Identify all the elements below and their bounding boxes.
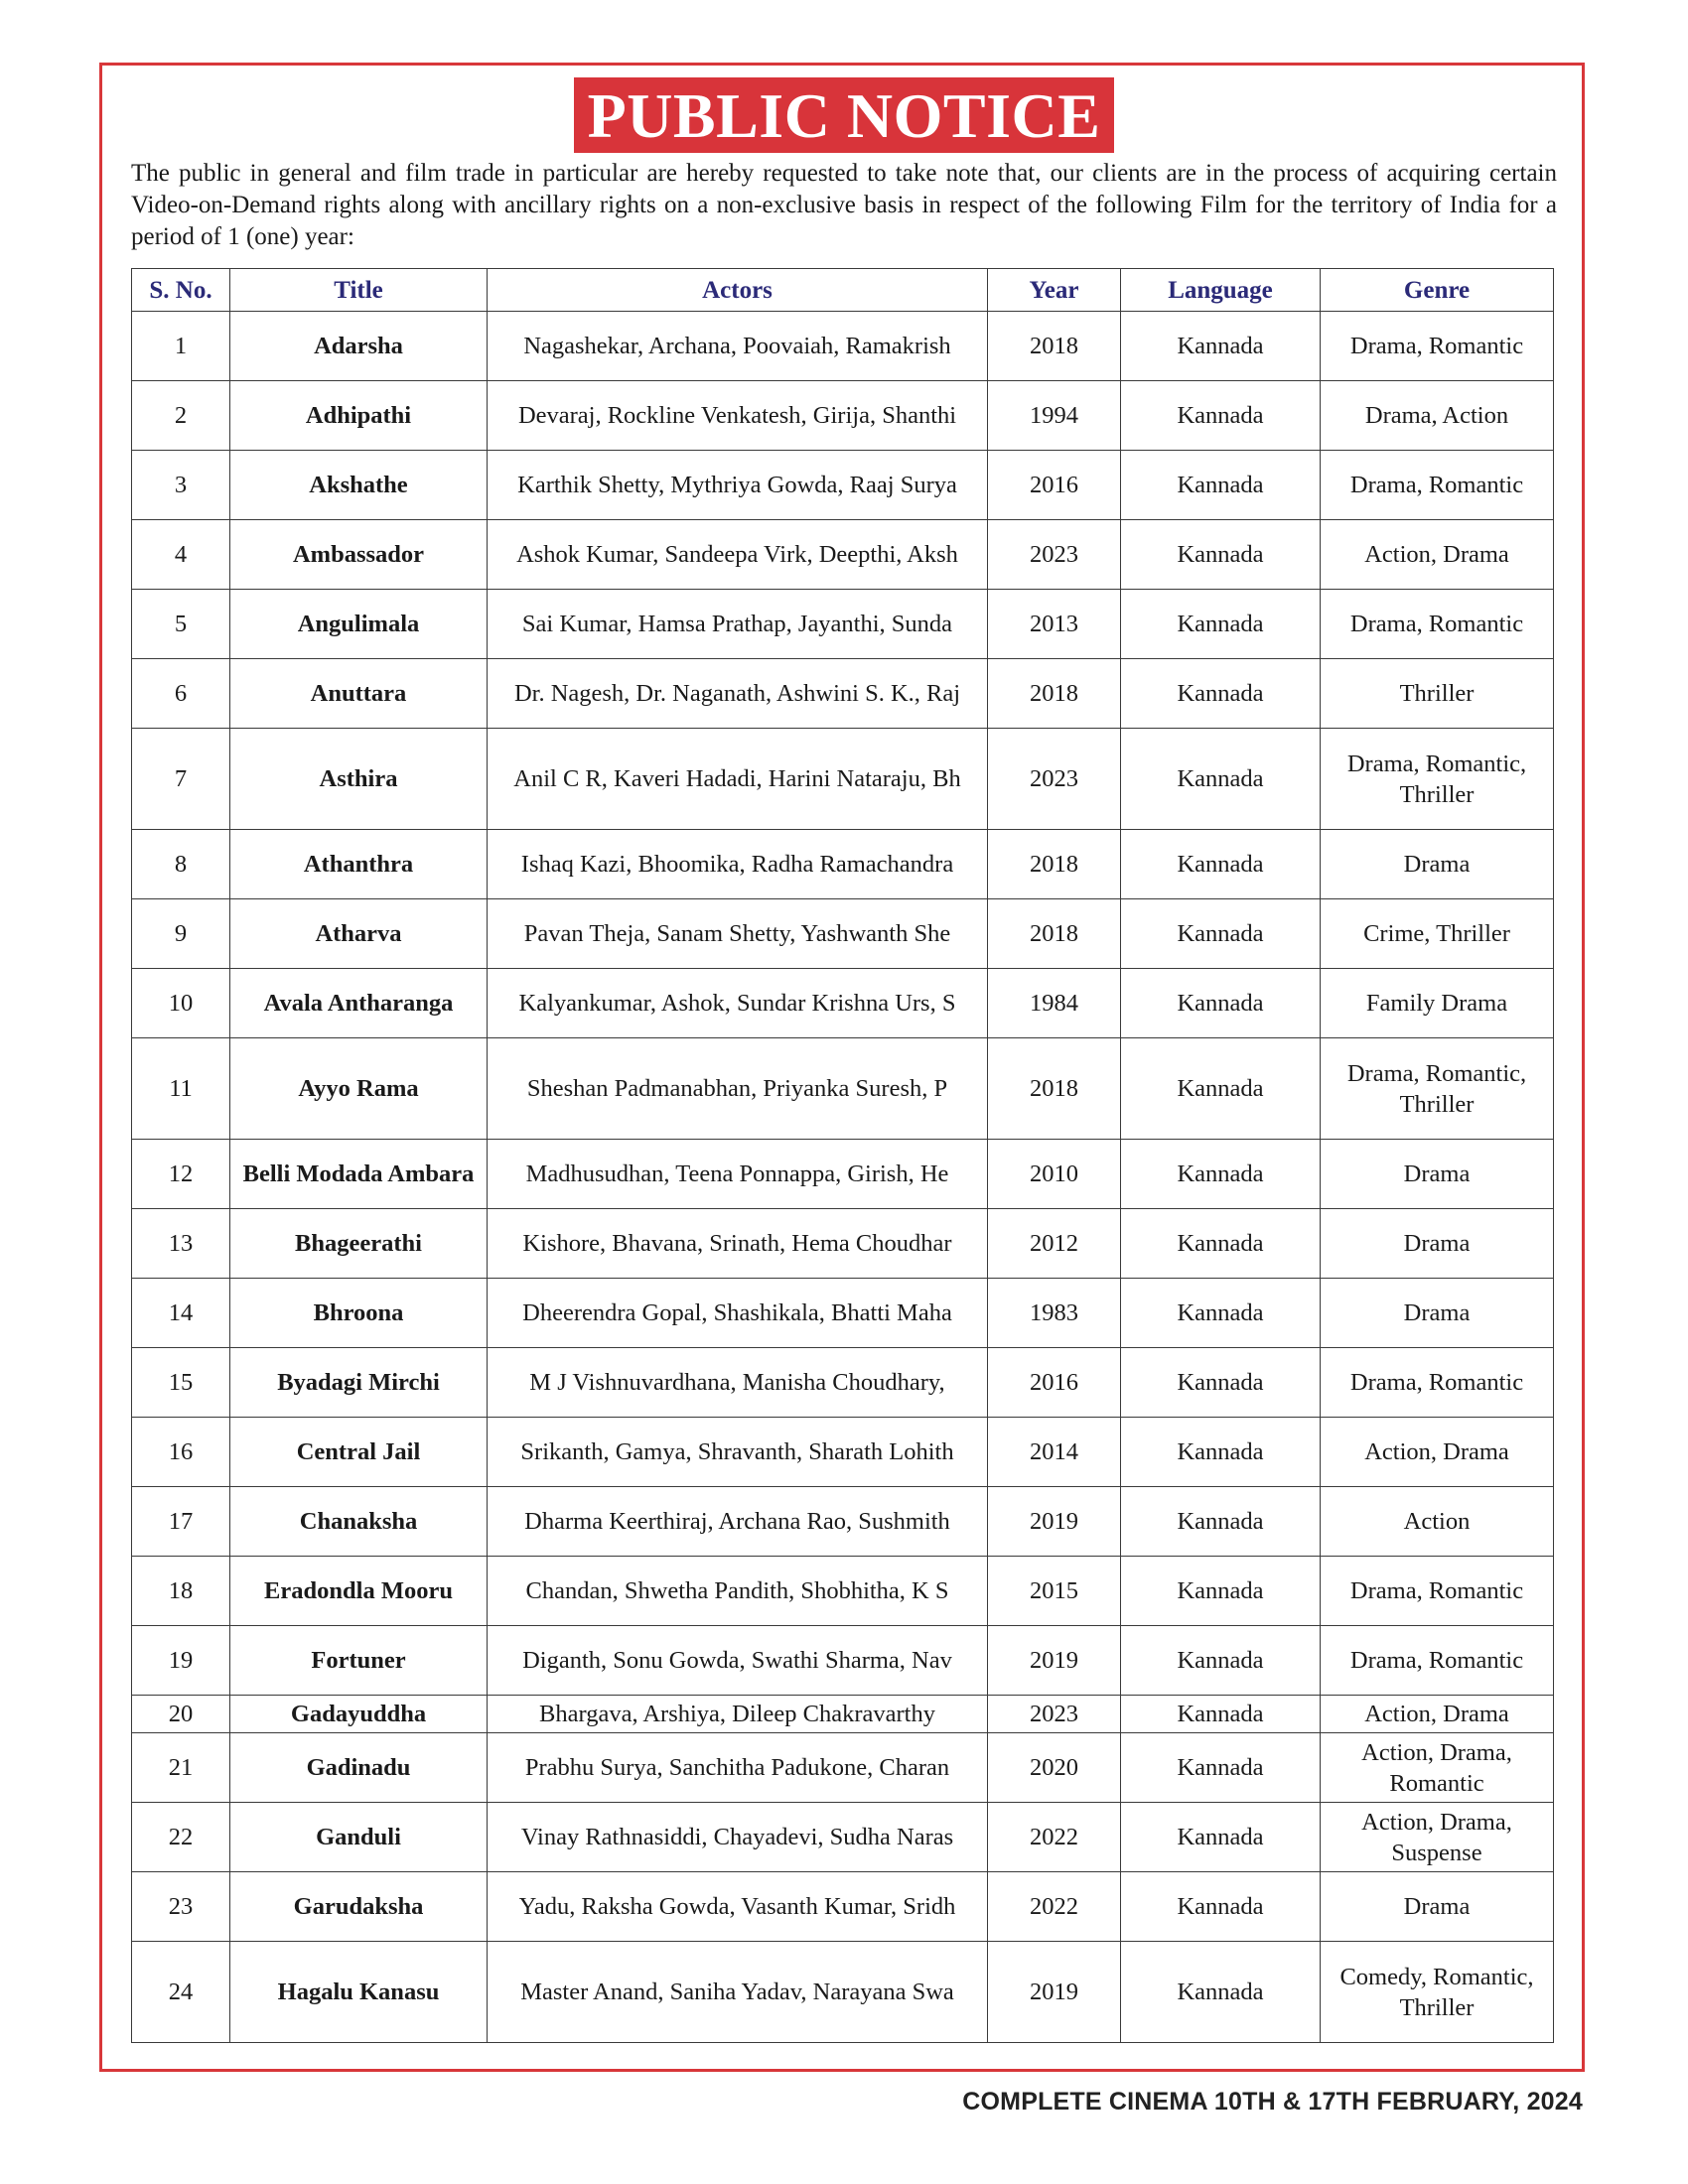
table-row	[132, 1733, 1554, 1803]
cell-title: Hagalu Kanasu	[230, 1942, 488, 2043]
publication-footer: COMPLETE CINEMA 10TH & 17TH FEBRUARY, 2024	[962, 2088, 1583, 2116]
film-table	[131, 268, 1554, 2043]
cell-language: Kannada	[1121, 1696, 1321, 1733]
cell-actors: Sai Kumar, Hamsa Prathap, Jayanthi, Sunda	[488, 590, 988, 659]
cell-sno: 15	[132, 1348, 230, 1418]
cell-sno: 23	[132, 1872, 230, 1942]
cell-title: Bhroona	[230, 1279, 488, 1348]
cell-sno: 4	[132, 520, 230, 590]
cell-actors: Dharma Keerthiraj, Archana Rao, Sushmith	[488, 1487, 988, 1557]
cell-actors: Ashok Kumar, Sandeepa Virk, Deepthi, Aksh	[488, 520, 988, 590]
cell-sno: 21	[132, 1733, 230, 1803]
cell-language: Kannada	[1121, 1140, 1321, 1209]
cell-actors: Diganth, Sonu Gowda, Swathi Sharma, Nav	[488, 1626, 988, 1696]
cell-sno: 17	[132, 1487, 230, 1557]
cell-genre: Drama	[1321, 1279, 1554, 1348]
cell-title: Byadagi Mirchi	[230, 1348, 488, 1418]
cell-genre: Drama	[1321, 830, 1554, 899]
cell-genre: Drama, Romantic	[1321, 590, 1554, 659]
cell-year: 2023	[988, 520, 1121, 590]
cell-title: Anuttara	[230, 659, 488, 729]
cell-title: Ganduli	[230, 1803, 488, 1872]
table-row	[132, 1209, 1554, 1279]
cell-language: Kannada	[1121, 1803, 1321, 1872]
cell-actors: Prabhu Surya, Sanchitha Padukone, Charan	[488, 1733, 988, 1803]
cell-title: Adarsha	[230, 312, 488, 381]
cell-language: Kannada	[1121, 1209, 1321, 1279]
cell-title: Gadinadu	[230, 1733, 488, 1803]
cell-actors: Anil C R, Kaveri Hadadi, Harini Nataraju, Bh	[488, 729, 988, 830]
cell-year: 2023	[988, 1696, 1121, 1733]
cell-sno: 9	[132, 899, 230, 969]
table-row	[132, 1626, 1554, 1696]
cell-title: Ambassador	[230, 520, 488, 590]
cell-sno: 10	[132, 969, 230, 1038]
cell-language: Kannada	[1121, 1279, 1321, 1348]
header-genre: Genre	[1321, 269, 1554, 312]
cell-title: Eradondla Mooru	[230, 1557, 488, 1626]
header-language: Language	[1121, 269, 1321, 312]
cell-actors: M J Vishnuvardhana, Manisha Choudhary,	[488, 1348, 988, 1418]
cell-language: Kannada	[1121, 1418, 1321, 1487]
cell-language: Kannada	[1121, 1038, 1321, 1140]
cell-actors: Sheshan Padmanabhan, Priyanka Suresh, P	[488, 1038, 988, 1140]
table-row	[132, 1696, 1554, 1733]
cell-title: Belli Modada Ambara	[230, 1140, 488, 1209]
cell-actors: Master Anand, Saniha Yadav, Narayana Swa	[488, 1942, 988, 2043]
cell-title: Central Jail	[230, 1418, 488, 1487]
cell-title: Angulimala	[230, 590, 488, 659]
cell-actors: Karthik Shetty, Mythriya Gowda, Raaj Surya	[488, 451, 988, 520]
cell-actors: Yadu, Raksha Gowda, Vasanth Kumar, Sridh	[488, 1872, 988, 1942]
cell-year: 2018	[988, 899, 1121, 969]
cell-actors: Kishore, Bhavana, Srinath, Hema Choudhar	[488, 1209, 988, 1279]
table-row	[132, 969, 1554, 1038]
table-row	[132, 1418, 1554, 1487]
cell-language: Kannada	[1121, 659, 1321, 729]
cell-genre: Drama, Romantic	[1321, 451, 1554, 520]
cell-language: Kannada	[1121, 590, 1321, 659]
cell-title: Atharva	[230, 899, 488, 969]
cell-genre: Drama, Romantic, Thriller	[1321, 1038, 1554, 1140]
cell-sno: 24	[132, 1942, 230, 2043]
table-row	[132, 1942, 1554, 2043]
table-row	[132, 1803, 1554, 1872]
cell-sno: 1	[132, 312, 230, 381]
notice-intro: The public in general and film trade in particular are hereby requested to take note that, our clients are in the process of acquiring certain Video-on-Demand rights along with ancillary rights on a non-exclusive basis in respect of the following Film for the territory of India for a period of 1 (one) year:	[131, 160, 1557, 250]
cell-actors: Kalyankumar, Ashok, Sundar Krishna Urs, S	[488, 969, 988, 1038]
cell-year: 1983	[988, 1279, 1121, 1348]
cell-genre: Action, Drama	[1321, 1418, 1554, 1487]
cell-title: Fortuner	[230, 1626, 488, 1696]
cell-year: 2022	[988, 1803, 1121, 1872]
cell-language: Kannada	[1121, 1626, 1321, 1696]
cell-year: 2010	[988, 1140, 1121, 1209]
cell-language: Kannada	[1121, 1348, 1321, 1418]
cell-language: Kannada	[1121, 312, 1321, 381]
table-header-row	[132, 269, 1554, 312]
table-row	[132, 590, 1554, 659]
cell-sno: 19	[132, 1626, 230, 1696]
cell-genre: Drama, Romantic	[1321, 1348, 1554, 1418]
cell-year: 1994	[988, 381, 1121, 451]
cell-sno: 12	[132, 1140, 230, 1209]
cell-genre: Family Drama	[1321, 969, 1554, 1038]
cell-genre: Drama, Romantic	[1321, 1626, 1554, 1696]
header-title: Title	[230, 269, 488, 312]
cell-sno: 5	[132, 590, 230, 659]
cell-title: Bhageerathi	[230, 1209, 488, 1279]
cell-sno: 14	[132, 1279, 230, 1348]
notice-title-wrap	[0, 77, 1688, 153]
cell-title: Avala Antharanga	[230, 969, 488, 1038]
cell-actors: Dheerendra Gopal, Shashikala, Bhatti Maha	[488, 1279, 988, 1348]
cell-actors: Bhargava, Arshiya, Dileep Chakravarthy	[488, 1696, 988, 1733]
cell-language: Kannada	[1121, 1942, 1321, 2043]
table-row	[132, 1140, 1554, 1209]
cell-genre: Action, Drama	[1321, 1696, 1554, 1733]
table-row	[132, 520, 1554, 590]
cell-language: Kannada	[1121, 729, 1321, 830]
cell-sno: 22	[132, 1803, 230, 1872]
table-row	[132, 1038, 1554, 1140]
cell-language: Kannada	[1121, 899, 1321, 969]
cell-title: Gadayuddha	[230, 1696, 488, 1733]
cell-genre: Crime, Thriller	[1321, 899, 1554, 969]
cell-language: Kannada	[1121, 381, 1321, 451]
table-row	[132, 1348, 1554, 1418]
table-row	[132, 1487, 1554, 1557]
cell-year: 2018	[988, 312, 1121, 381]
cell-sno: 13	[132, 1209, 230, 1279]
table-row	[132, 659, 1554, 729]
cell-language: Kannada	[1121, 969, 1321, 1038]
cell-genre: Comedy, Romantic, Thriller	[1321, 1942, 1554, 2043]
cell-actors: Vinay Rathnasiddi, Chayadevi, Sudha Naras	[488, 1803, 988, 1872]
cell-sno: 6	[132, 659, 230, 729]
table-row	[132, 729, 1554, 830]
cell-year: 2015	[988, 1557, 1121, 1626]
cell-year: 2018	[988, 830, 1121, 899]
cell-title: Athanthra	[230, 830, 488, 899]
cell-year: 2012	[988, 1209, 1121, 1279]
cell-title: Garudaksha	[230, 1872, 488, 1942]
cell-actors: Madhusudhan, Teena Ponnappa, Girish, He	[488, 1140, 988, 1209]
cell-sno: 16	[132, 1418, 230, 1487]
cell-language: Kannada	[1121, 1733, 1321, 1803]
table-row	[132, 451, 1554, 520]
cell-language: Kannada	[1121, 830, 1321, 899]
table-row	[132, 1872, 1554, 1942]
cell-year: 2016	[988, 451, 1121, 520]
cell-year: 2018	[988, 1038, 1121, 1140]
cell-genre: Action, Drama, Suspense	[1321, 1803, 1554, 1872]
header-sno: S. No.	[132, 269, 230, 312]
cell-title: Asthira	[230, 729, 488, 830]
notice-title: PUBLIC NOTICE	[574, 77, 1115, 153]
cell-year: 2023	[988, 729, 1121, 830]
table-row	[132, 312, 1554, 381]
cell-sno: 3	[132, 451, 230, 520]
cell-genre: Drama	[1321, 1872, 1554, 1942]
cell-genre: Drama, Romantic	[1321, 1557, 1554, 1626]
cell-year: 2016	[988, 1348, 1121, 1418]
header-year: Year	[988, 269, 1121, 312]
cell-actors: Pavan Theja, Sanam Shetty, Yashwanth She	[488, 899, 988, 969]
cell-genre: Action, Drama	[1321, 520, 1554, 590]
cell-language: Kannada	[1121, 520, 1321, 590]
cell-language: Kannada	[1121, 1872, 1321, 1942]
cell-genre: Drama, Romantic, Thriller	[1321, 729, 1554, 830]
cell-year: 2014	[988, 1418, 1121, 1487]
cell-genre: Action, Drama, Romantic	[1321, 1733, 1554, 1803]
cell-sno: 18	[132, 1557, 230, 1626]
cell-genre: Thriller	[1321, 659, 1554, 729]
cell-year: 2018	[988, 659, 1121, 729]
cell-actors: Chandan, Shwetha Pandith, Shobhitha, K S	[488, 1557, 988, 1626]
cell-actors: Ishaq Kazi, Bhoomika, Radha Ramachandra	[488, 830, 988, 899]
cell-sno: 11	[132, 1038, 230, 1140]
cell-title: Chanaksha	[230, 1487, 488, 1557]
cell-genre: Drama	[1321, 1209, 1554, 1279]
cell-sno: 2	[132, 381, 230, 451]
cell-sno: 7	[132, 729, 230, 830]
cell-language: Kannada	[1121, 1487, 1321, 1557]
table-row	[132, 830, 1554, 899]
cell-title: Akshathe	[230, 451, 488, 520]
table-row	[132, 899, 1554, 969]
cell-genre: Drama, Action	[1321, 381, 1554, 451]
table-row	[132, 1279, 1554, 1348]
cell-sno: 8	[132, 830, 230, 899]
cell-actors: Dr. Nagesh, Dr. Naganath, Ashwini S. K., Raj	[488, 659, 988, 729]
header-actors: Actors	[488, 269, 988, 312]
cell-actors: Srikanth, Gamya, Shravanth, Sharath Lohith	[488, 1418, 988, 1487]
cell-genre: Action	[1321, 1487, 1554, 1557]
cell-language: Kannada	[1121, 451, 1321, 520]
cell-title: Ayyo Rama	[230, 1038, 488, 1140]
cell-genre: Drama, Romantic	[1321, 312, 1554, 381]
cell-year: 2019	[988, 1942, 1121, 2043]
cell-language: Kannada	[1121, 1557, 1321, 1626]
cell-sno: 20	[132, 1696, 230, 1733]
cell-year: 2019	[988, 1487, 1121, 1557]
cell-year: 2022	[988, 1872, 1121, 1942]
cell-actors: Devaraj, Rockline Venkatesh, Girija, Shanthi	[488, 381, 988, 451]
cell-title: Adhipathi	[230, 381, 488, 451]
table-row	[132, 381, 1554, 451]
cell-year: 2013	[988, 590, 1121, 659]
cell-year: 2020	[988, 1733, 1121, 1803]
table-row	[132, 1557, 1554, 1626]
cell-year: 1984	[988, 969, 1121, 1038]
cell-genre: Drama	[1321, 1140, 1554, 1209]
cell-actors: Nagashekar, Archana, Poovaiah, Ramakrish	[488, 312, 988, 381]
cell-year: 2019	[988, 1626, 1121, 1696]
